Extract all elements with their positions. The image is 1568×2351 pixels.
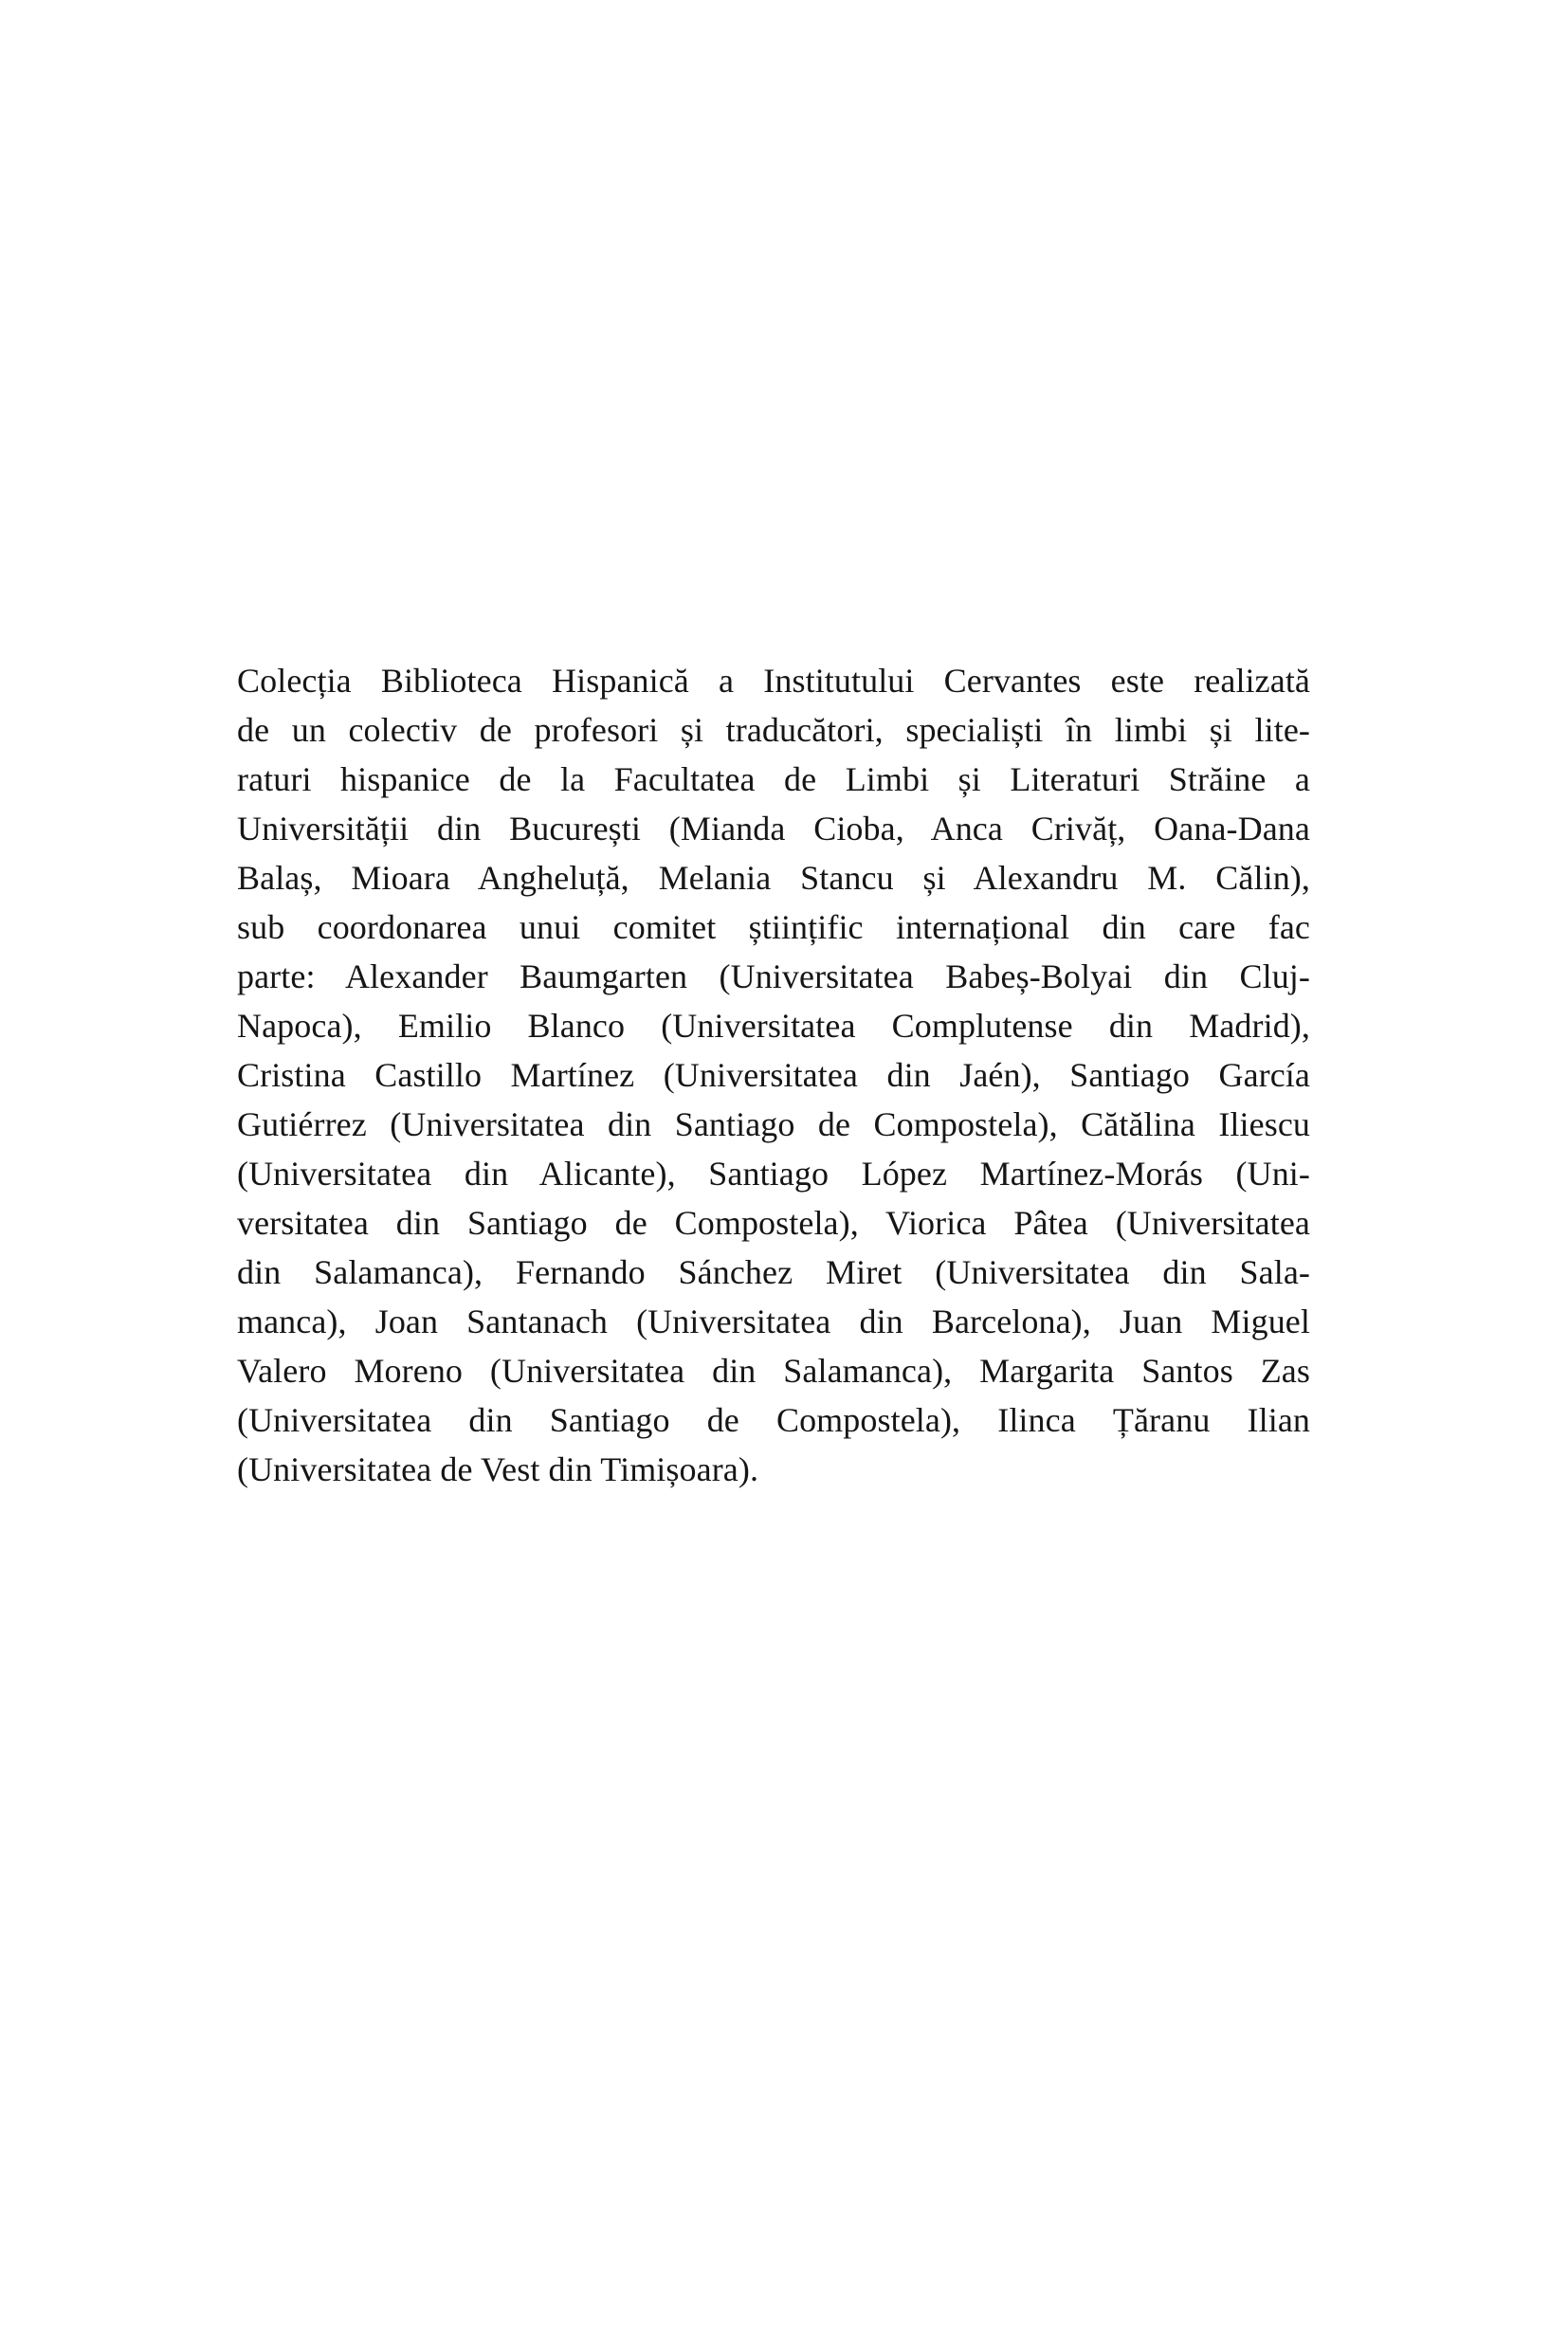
- text-line: de un colectiv de profesori și traducători, specialiști în limbi și lite-: [237, 711, 1310, 749]
- text-line: din Salamanca), Fernando Sánchez Miret (Universitatea din Sala-: [237, 1253, 1310, 1291]
- text-line: Universității din București (Mianda Cioba, Anca Crivăț, Oana-Dana: [237, 810, 1310, 847]
- text-line: (Universitatea din Santiago de Compostela), Ilinca Țăranu Ilian: [237, 1401, 1310, 1439]
- text-line: Valero Moreno (Universitatea din Salamanca), Margarita Santos Zas: [237, 1352, 1310, 1390]
- colophon-paragraph: [237, 656, 1310, 1494]
- text-line: Cristina Castillo Martínez (Universitatea din Jaén), Santiago García: [237, 1056, 1310, 1094]
- text-line: Napoca), Emilio Blanco (Universitatea Complutense din Madrid),: [237, 1007, 1310, 1045]
- text-line: raturi hispanice de la Facultatea de Limbi și Literaturi Străine a: [237, 760, 1310, 798]
- text-line: sub coordonarea unui comitet științific internațional din care fac: [237, 908, 1310, 946]
- text-line: Colecția Biblioteca Hispanică a Institutului Cervantes este realizată: [237, 662, 1310, 700]
- text-line: (Universitatea de Vest din Timișoara).: [237, 1450, 759, 1488]
- text-line: manca), Joan Santanach (Universitatea din Barcelona), Juan Miguel: [237, 1303, 1310, 1340]
- text-line: parte: Alexander Baumgarten (Universitatea Babeș-Bolyai din Cluj-: [237, 957, 1310, 995]
- text-line: Gutiérrez (Universitatea din Santiago de Compostela), Cătălina Iliescu: [237, 1105, 1310, 1143]
- text-line: (Universitatea din Alicante), Santiago López Martínez-Morás (Uni-: [237, 1155, 1310, 1193]
- text-line: versitatea din Santiago de Compostela), Viorica Pâtea (Universitatea: [237, 1204, 1310, 1242]
- text-line: Balaș, Mioara Angheluță, Melania Stancu și Alexandru M. Călin),: [237, 859, 1310, 897]
